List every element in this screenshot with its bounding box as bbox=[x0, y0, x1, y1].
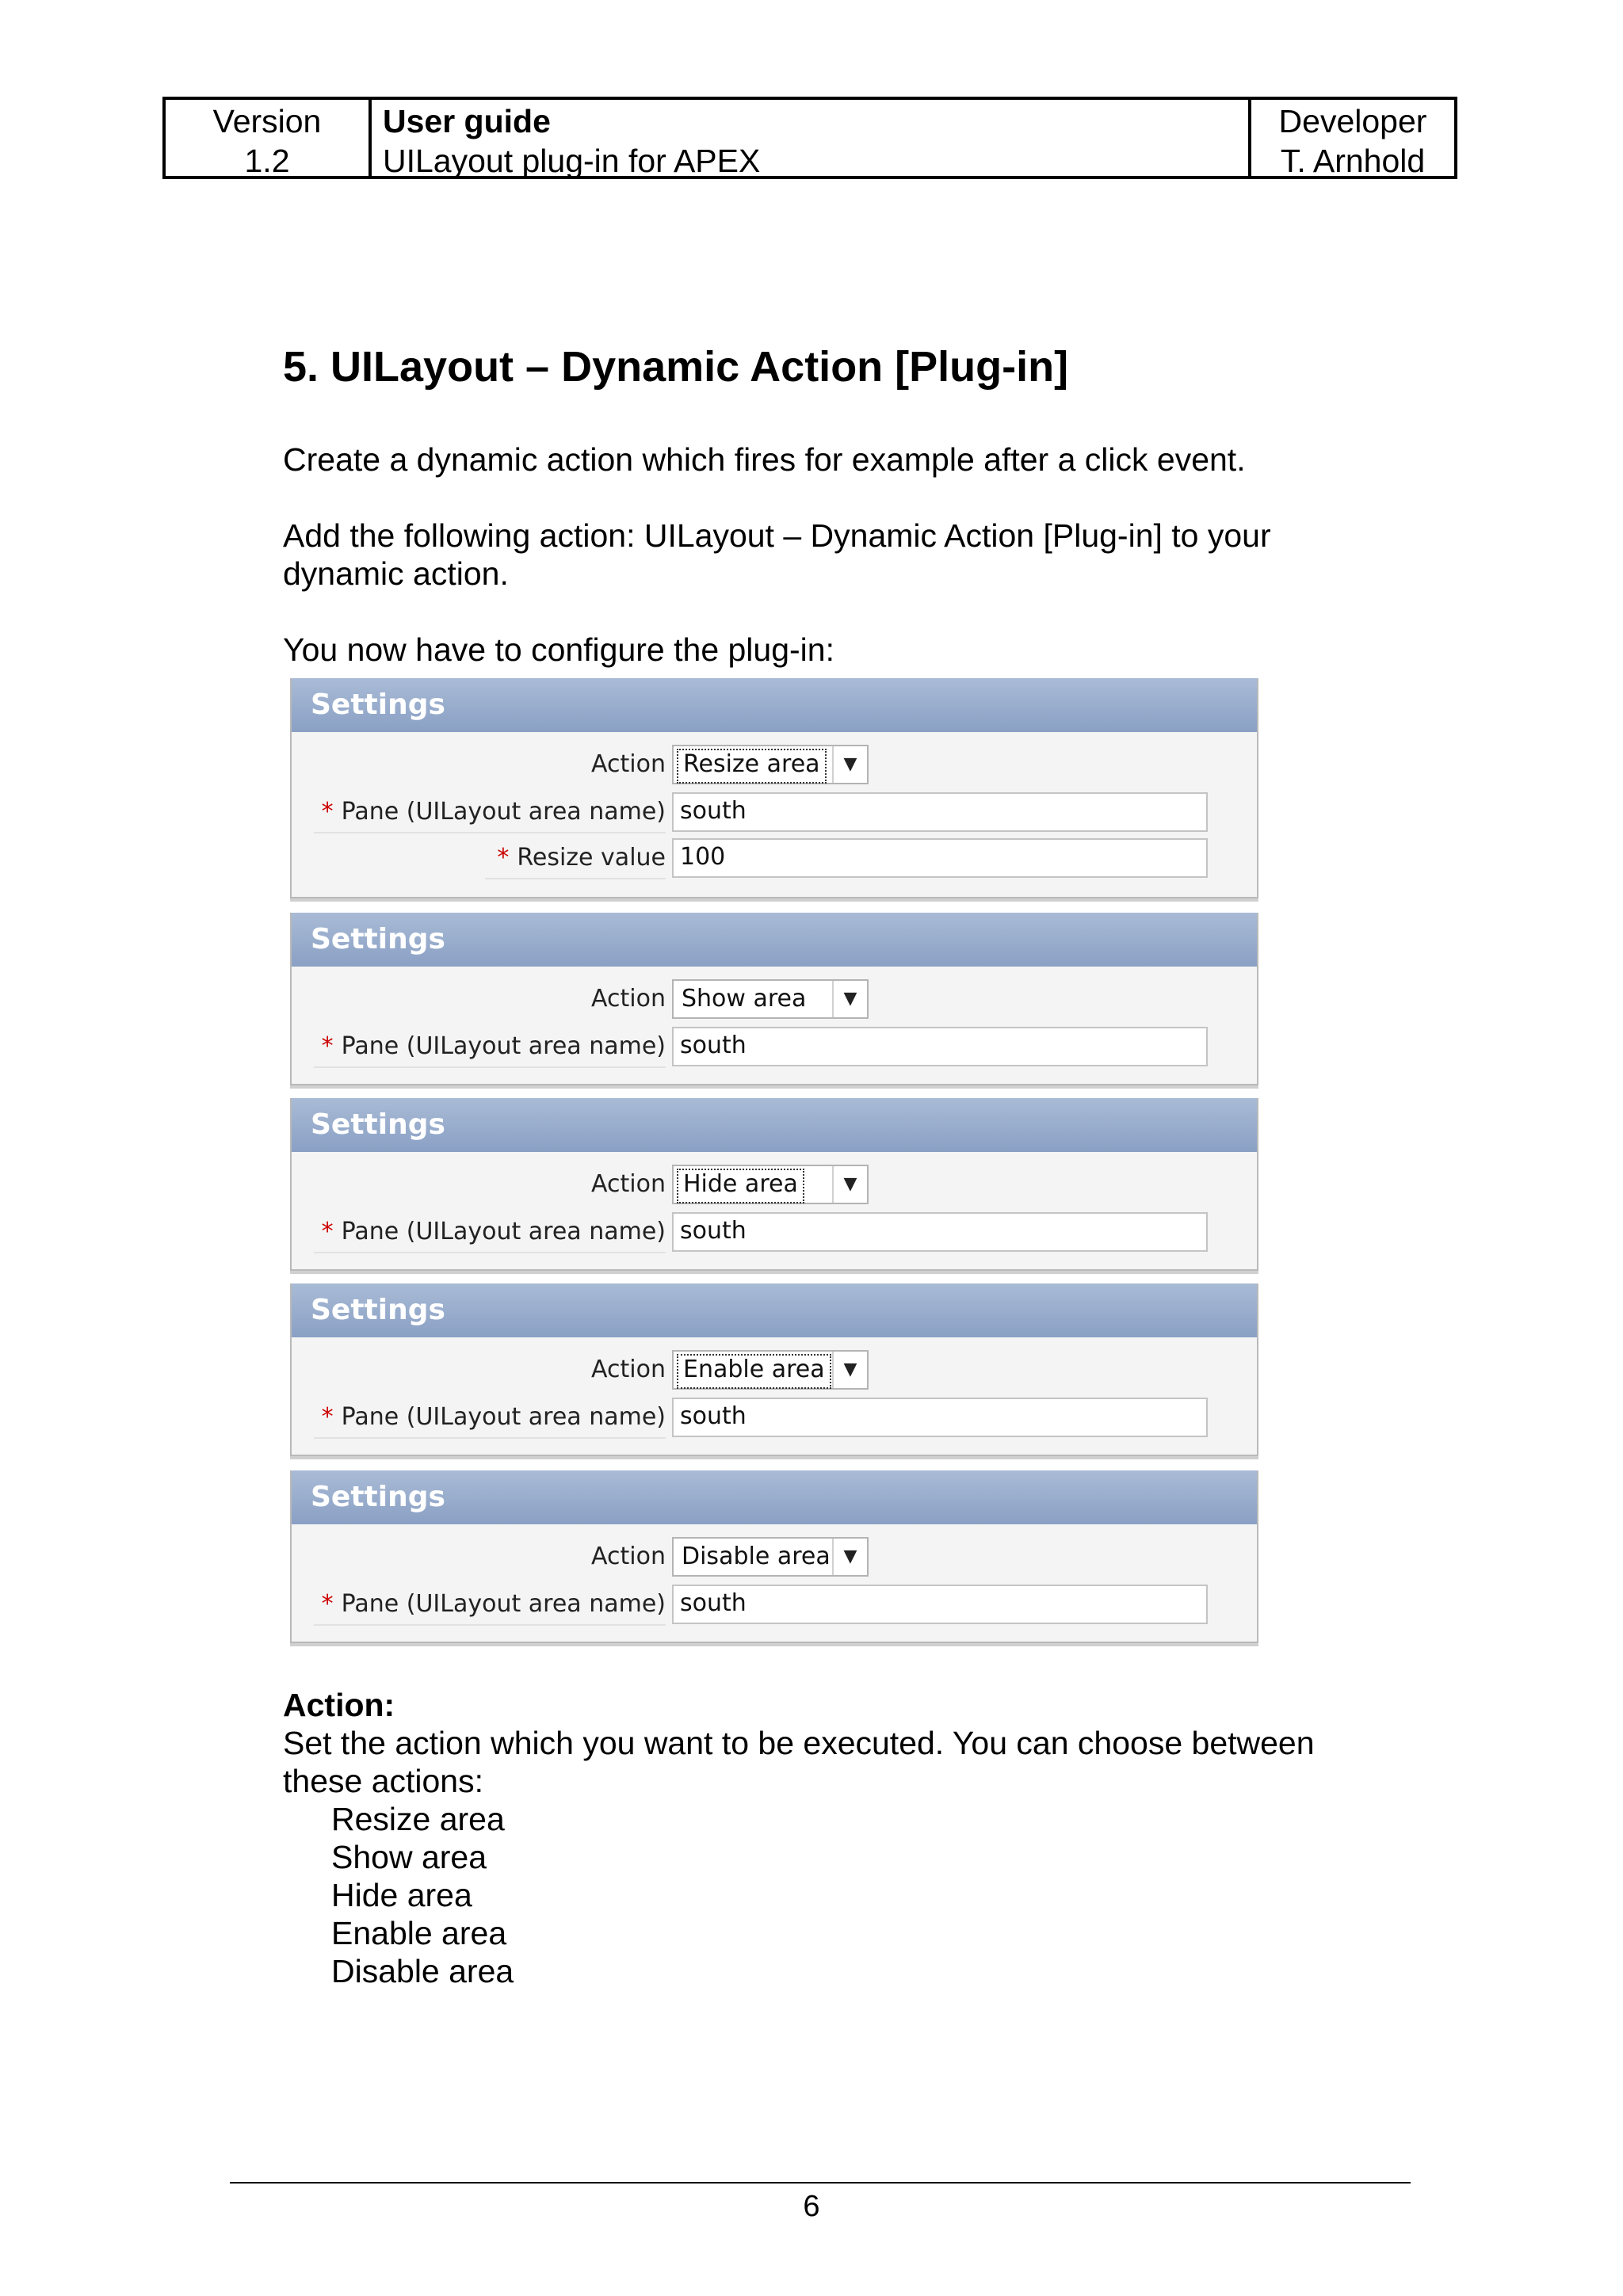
pane-label: Pane (UILayout area name) bbox=[341, 798, 666, 826]
pane-input[interactable]: south bbox=[672, 1585, 1208, 1624]
required-asterisk-icon: * bbox=[321, 1032, 334, 1060]
action-list bbox=[331, 1800, 514, 1990]
required-asterisk-icon: * bbox=[321, 1590, 334, 1618]
action-select-value: Enable area bbox=[677, 1354, 831, 1389]
action-row bbox=[292, 978, 1257, 1020]
settings-panel-enable bbox=[290, 1283, 1258, 1456]
pane-input[interactable]: south bbox=[672, 1212, 1208, 1252]
label-underline bbox=[485, 878, 666, 879]
action-heading: Action: bbox=[283, 1687, 395, 1723]
label-underline bbox=[314, 1252, 666, 1253]
action-row bbox=[292, 1535, 1257, 1578]
action-select[interactable] bbox=[672, 979, 869, 1019]
required-asterisk-icon: * bbox=[497, 844, 510, 871]
settings-panel-resize bbox=[290, 678, 1258, 898]
label-underline bbox=[314, 1066, 666, 1068]
chevron-down-icon[interactable]: ▼ bbox=[832, 1539, 867, 1575]
action-select[interactable] bbox=[672, 1165, 869, 1204]
page-number: 6 bbox=[803, 2190, 820, 2223]
document-header-table bbox=[162, 97, 1457, 179]
panel-title: Settings bbox=[292, 1283, 1257, 1337]
settings-panel-disable bbox=[290, 1470, 1258, 1643]
list-item: Hide area bbox=[331, 1877, 472, 1913]
action-select-value: Hide area bbox=[677, 1169, 804, 1203]
pane-row bbox=[292, 1025, 1257, 1068]
action-description-b: these actions: bbox=[283, 1763, 483, 1799]
pane-input[interactable]: south bbox=[672, 792, 1208, 832]
list-item: Enable area bbox=[331, 1915, 507, 1951]
list-item: Resize area bbox=[331, 1801, 505, 1837]
required-asterisk-icon: * bbox=[321, 798, 334, 826]
footer-divider bbox=[230, 2182, 1411, 2183]
action-row bbox=[292, 1348, 1257, 1391]
label-underline bbox=[314, 1437, 666, 1439]
document-subtitle: UILayout plug-in for APEX bbox=[383, 143, 761, 179]
chevron-down-icon[interactable]: ▼ bbox=[832, 981, 867, 1017]
required-asterisk-icon: * bbox=[321, 1218, 334, 1245]
action-label: Action bbox=[591, 1170, 666, 1198]
action-description-a: Set the action which you want to be executed. You can choose between bbox=[283, 1725, 1315, 1761]
panel-title: Settings bbox=[292, 913, 1257, 967]
version-cell bbox=[166, 100, 372, 179]
action-select-value: Resize area bbox=[677, 749, 827, 784]
developer-value: T. Arnhold bbox=[1280, 143, 1426, 179]
panel-title: Settings bbox=[292, 1098, 1257, 1152]
pane-input[interactable]: south bbox=[672, 1398, 1208, 1437]
pane-label: Pane (UILayout area name) bbox=[341, 1218, 666, 1245]
label-underline bbox=[314, 832, 666, 833]
chevron-down-icon[interactable]: ▼ bbox=[832, 1166, 867, 1203]
action-label: Action bbox=[591, 985, 666, 1013]
panel-title: Settings bbox=[292, 1470, 1257, 1524]
section-heading: 5. UILayout – Dynamic Action [Plug-in] bbox=[283, 343, 1069, 391]
action-row bbox=[292, 743, 1257, 786]
title-cell bbox=[372, 100, 1251, 179]
action-label: Action bbox=[591, 1356, 666, 1383]
chevron-down-icon[interactable]: ▼ bbox=[832, 746, 867, 783]
action-select-value: Disable area bbox=[682, 1543, 831, 1570]
developer-cell bbox=[1251, 100, 1454, 179]
intro-paragraph-3: You now have to configure the plug-in: bbox=[283, 631, 834, 668]
settings-panel-hide bbox=[290, 1098, 1258, 1271]
developer-label: Developer bbox=[1278, 103, 1427, 139]
action-label: Action bbox=[591, 1543, 666, 1570]
action-select[interactable] bbox=[672, 1537, 869, 1577]
version-label: Version bbox=[212, 103, 322, 139]
list-item: Show area bbox=[331, 1839, 487, 1875]
chevron-down-icon[interactable]: ▼ bbox=[832, 1352, 867, 1388]
pane-row bbox=[292, 791, 1257, 833]
action-row bbox=[292, 1163, 1257, 1206]
intro-paragraph-2a: Add the following action: UILayout – Dynamic Action [Plug-in] to your bbox=[283, 517, 1271, 554]
pane-label: Pane (UILayout area name) bbox=[341, 1403, 666, 1431]
pane-label: Pane (UILayout area name) bbox=[341, 1590, 666, 1618]
document-title: User guide bbox=[383, 103, 551, 139]
required-asterisk-icon: * bbox=[321, 1403, 334, 1431]
action-select[interactable] bbox=[672, 1350, 869, 1390]
settings-panel-show bbox=[290, 913, 1258, 1085]
intro-paragraph-1: Create a dynamic action which fires for example after a click event. bbox=[283, 441, 1246, 478]
resize-value-input[interactable]: 100 bbox=[672, 838, 1208, 878]
intro-paragraph-2b: dynamic action. bbox=[283, 555, 509, 592]
action-select[interactable] bbox=[672, 745, 869, 784]
pane-input[interactable]: south bbox=[672, 1027, 1208, 1066]
pane-row bbox=[292, 1583, 1257, 1626]
pane-row bbox=[292, 1211, 1257, 1253]
resize-row bbox=[292, 837, 1257, 879]
panel-title: Settings bbox=[292, 678, 1257, 732]
list-item: Disable area bbox=[331, 1953, 514, 1989]
pane-label: Pane (UILayout area name) bbox=[341, 1032, 666, 1060]
version-value: 1.2 bbox=[244, 143, 290, 179]
label-underline bbox=[314, 1624, 666, 1626]
resize-label: Resize value bbox=[517, 844, 666, 871]
action-label: Action bbox=[591, 750, 666, 778]
pane-row bbox=[292, 1396, 1257, 1439]
action-select-value: Show area bbox=[682, 985, 807, 1013]
